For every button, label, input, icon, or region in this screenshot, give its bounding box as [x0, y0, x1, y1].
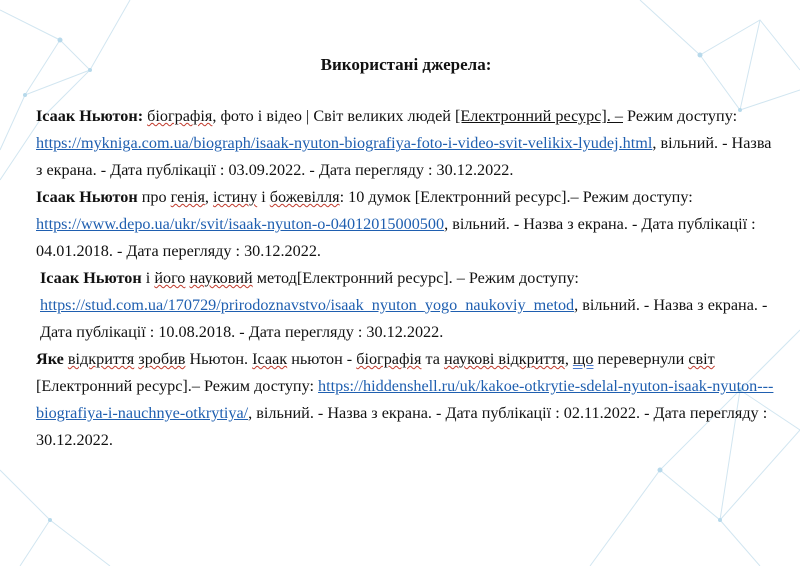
reference-title-part: істину [212, 188, 258, 206]
reference-author: Ісаак Ньютон [36, 188, 138, 206]
reference-title-part: генія [170, 188, 205, 206]
reference-title-part: божевілля [269, 188, 340, 206]
reference-author: Ісаак Ньютон [40, 269, 142, 287]
reference-link[interactable]: https://hiddenshell.ru/uk/kakoe-otkrytie-sdelal-nyuton-isaak-nyuton---biografiya-i-nauchnye-otkrytiya/ [36, 377, 774, 422]
reference-2 [36, 184, 776, 265]
reference-title-part: ньютон - [287, 350, 357, 368]
reference-resource: [Електронний ресурс]. – [455, 107, 623, 125]
reference-title-part: про [137, 188, 171, 206]
reference-title-part: науковий [189, 269, 253, 287]
reference-title-part: , фото і відео | Світ великих людей [212, 107, 456, 125]
reference-title-part: [Електронний ресурс].– Режим доступу: [36, 377, 319, 395]
reference-3 [36, 265, 776, 346]
reference-title-part: Ньютон. [185, 350, 253, 368]
reference-tail: , вільний. - Назва з екрана. - Дата публікації : 02.11.2022. - Дата перегляду : 30.12.2022. [36, 404, 768, 449]
reference-title-part: відкриття [67, 350, 135, 368]
reference-access: Режим доступу: [623, 107, 738, 125]
reference-title-part: наукові відкриття [443, 350, 565, 368]
reference-title-part: перевернули [593, 350, 689, 368]
reference-author: Ісаак Ньютон: [36, 107, 144, 125]
reference-title-part: зробив [138, 350, 186, 368]
reference-title-part: його [154, 269, 186, 287]
reference-title-part: Ісаак [252, 350, 288, 368]
reference-title-part: , [204, 188, 213, 206]
reference-title-part: , [564, 350, 573, 368]
reference-title-part: та [421, 350, 444, 368]
reference-1 [36, 103, 776, 184]
reference-author: Яке [36, 350, 64, 368]
reference-tail: , вільний. - Назва з екрана. - Дата публікації : 10.08.2018. - Дата перегляду : 30.12.2022. [40, 296, 768, 341]
reference-title-part: і [141, 269, 155, 287]
reference-link[interactable]: https://www.depo.ua/ukr/svit/isaak-nyuton-o-04012015000500 [36, 215, 445, 233]
reference-title-part: біографія [356, 350, 422, 368]
reference-title-part: що [572, 350, 594, 368]
reference-tail: , вільний. - Назва з екрана. - Дата публікації : 03.09.2022. - Дата перегляду : 30.12.2022. [36, 134, 772, 179]
page-title: Використані джерела: [320, 55, 492, 74]
reference-title-part: : 10 думок [Електронний ресурс].– Режим доступу: [339, 188, 693, 206]
reference-link[interactable]: https://mykniga.com.ua/biograph/isaak-nyuton-biografiya-foto-i-video-svit-velikix-lyudej.html [36, 134, 653, 152]
reference-title-part: світ [688, 350, 715, 368]
references-list [36, 103, 776, 454]
reference-title-part: і [257, 188, 270, 206]
reference-link[interactable]: https://stud.com.ua/170729/prirodoznavstvo/isaak_nyuton_yogo_naukoviy_metod [40, 296, 575, 314]
reference-title-part: метод[Електронний ресурс]. – Режим доступу: [252, 269, 579, 287]
reference-4 [36, 346, 776, 454]
reference-title-part: біографія [147, 107, 213, 125]
reference-tail: , вільний. - Назва з екрана. - Дата публікації : 04.01.2018. - Дата перегляду : 30.12.2022. [36, 215, 756, 260]
